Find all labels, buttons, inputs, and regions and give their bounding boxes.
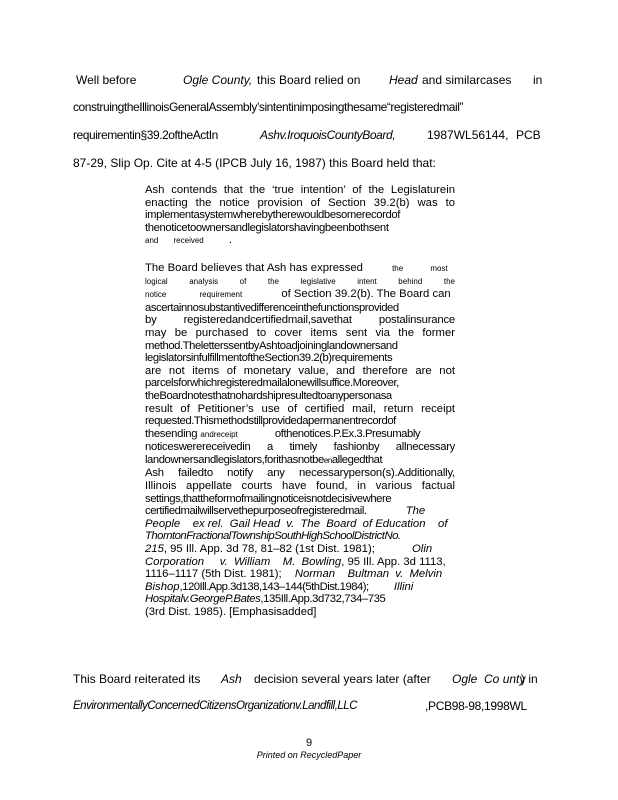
body-line-4 [73,156,548,170]
text-segment: requirement [199,290,243,300]
quote-line: legislatorsinfulfillmentoftheSection39.2(b)requirements [145,352,393,365]
quote-line: may be purchased to cover items sent via the former [145,326,455,339]
quote-line [145,556,455,569]
body-line-2 [73,100,548,114]
case-name-ogle-county: Ogle County, [183,73,253,87]
text-segment: received [173,236,204,246]
text-segment: in [533,73,543,87]
quote-line: implementasystemwherebytherewouldbesomerecordof [145,209,400,222]
quote-line [145,568,455,581]
case-name-ogle-county: Ogle Co unty [452,672,526,686]
text-segment: and [145,236,159,246]
quote-paragraph-2 [145,262,455,619]
case-citation: 215 [145,543,164,556]
text-segment: andreceipt [200,429,238,439]
case-citation: Illini [393,580,414,593]
text-segment: decision several years later (after [254,672,431,686]
quote-line [145,593,455,606]
text-segment: certifiedmailwillservethepurposeofregisteredmail. [145,505,367,518]
text-segment: The Board believes that Ash has expressed [145,261,363,274]
text-segment: this Board relied on [257,73,361,87]
case-citation: Norman Bultman v. Melvin [294,568,443,581]
text-segment: ) in [521,672,538,686]
quote-line [145,234,455,248]
quote-line [145,262,455,276]
text-segment: logical [145,276,168,286]
text-segment: ,PCB98-98,1998WL [425,699,527,713]
page-number: 9 [305,737,313,749]
text-segment: construingtheIllinoisGeneralAssembly’sintentinimposingthesame“registeredmail” [73,100,463,114]
text-segment: thesending [145,427,198,440]
text-segment: , 95 Ill. App. 3d 78, 81–82 (1st Dist. 1981); [163,543,375,556]
text-segment: en [323,455,332,465]
quote-line: result of Petitioner’s use of certified mail, return receipt [145,402,455,415]
text-segment: notice [145,290,167,300]
case-citation: Olin [412,543,433,556]
text-segment: . [228,234,233,247]
text-segment: the [392,263,404,273]
quote-paragraph-1 [145,184,455,248]
case-citation: The [405,505,426,518]
quote-line: theBoardnotesthatnohardshipresultedtoanypersonasa [145,389,392,402]
text-segment: of Section 39.2(b). The Board can [281,288,451,301]
text-segment: 1987WL56144, [427,128,509,142]
text-segment: the [443,276,455,286]
text-segment: ,120Ill.App.3d138,143–144(5thDist.1984); [179,580,369,593]
case-citation: Corporation v. William M. Bowling [145,555,342,568]
case-name-environmentally-concerned: EnvironmentallyConcernedCitizensOrganizationv.Landfill,LLC [73,700,358,712]
text-segment: Well before [76,73,137,87]
text-segment: , 95 Ill. App. 3d 1113, [341,555,446,568]
text-segment: This Board reiterated its [73,672,201,686]
text-segment: ,135Ill.App.3d732,734–735 [260,593,386,606]
text-segment: 1116–1117 (5th Dist. 1981); [145,568,282,581]
quote-line [145,288,455,302]
quote-line: ascertainnosubstantivedifferenceinthefunctionsprovided [145,301,399,314]
quote-line: method.TheletterssentbyAshtoadjoininglandownersand [145,339,398,352]
quote-line [145,505,455,518]
text-segment: most [430,263,448,273]
case-citation: Hospitalv.GeorgeP.Bates [145,593,261,606]
text-segment: 87-29, Slip Op. Cite at 4-5 (IPCB July 16, 1987) this Board held that: [73,156,436,170]
quote-line: parcelsforwhichregisteredmailalonewillsuffice.Moreover, [145,377,399,390]
case-citation: ThorntonFractionalTownshipSouthHighSchoolDistrictNo. [145,530,401,543]
quote-line [145,543,455,556]
quote-line: are not items of monetary value, and therefore are not [145,364,455,377]
block-quote [145,184,455,619]
text-segment: intent [357,276,377,286]
printed-on-recycled-paper: Printed on RecycledPaper [256,750,362,760]
text-segment: requirementin§39.2oftheActIn [73,128,218,142]
case-citation: People ex rel. Gail Head v. The Board of Education of [145,517,448,530]
case-citation: Bishop [145,580,180,593]
quote-line: enacting the notice provision of Section 39.2(b) was to [145,196,455,209]
quote-line: Ash contends that the ‘true intention’ of the Legislaturein [145,184,455,196]
case-name-ash: Ashv.IroquoisCountyBoard, [260,128,396,142]
quote-line: noticeswerereceivedin a timely fashionby allnecessary [145,441,455,454]
text-segment: PCB [516,128,541,142]
text-segment: analysis [189,276,219,286]
quote-line: Illinois appellate courts have found, in various factual [145,480,455,493]
text-segment: and similarcases [422,73,512,87]
quote-line [145,428,455,442]
quote-line [145,581,455,594]
text-segment: landownersandlegislators,forithasnotbe [145,453,324,466]
quote-line: settings,thattheformofmailingnoticeisnotdecisivewhere [145,492,392,505]
quote-line: (3rd Dist. 1985). [Emphasisadded] [145,606,317,618]
text-segment: of [239,276,247,286]
case-name-ash: Ash [221,672,242,686]
text-segment: behind [398,276,423,286]
case-name-head: Head [389,73,418,87]
text-segment: the [267,276,279,286]
text-segment: ofthenotices.P.Ex.3.Presumably [274,427,421,440]
text-segment: legislative [300,276,336,286]
quote-line [145,276,455,289]
quote-line: requested.Thismethodstillprovidedapermanentrecordof [145,415,396,428]
quote-line: thenoticetoownersandlegislatorshavingbeenbothsent [145,221,389,234]
quote-line: by registeredandcertifiedmail,savethat postalinsurance [145,314,455,327]
text-segment: allegedthat [331,453,383,466]
quote-line [145,454,455,468]
quote-line: Ash failedto notify any necessaryperson(s).Additionally, [145,467,455,480]
